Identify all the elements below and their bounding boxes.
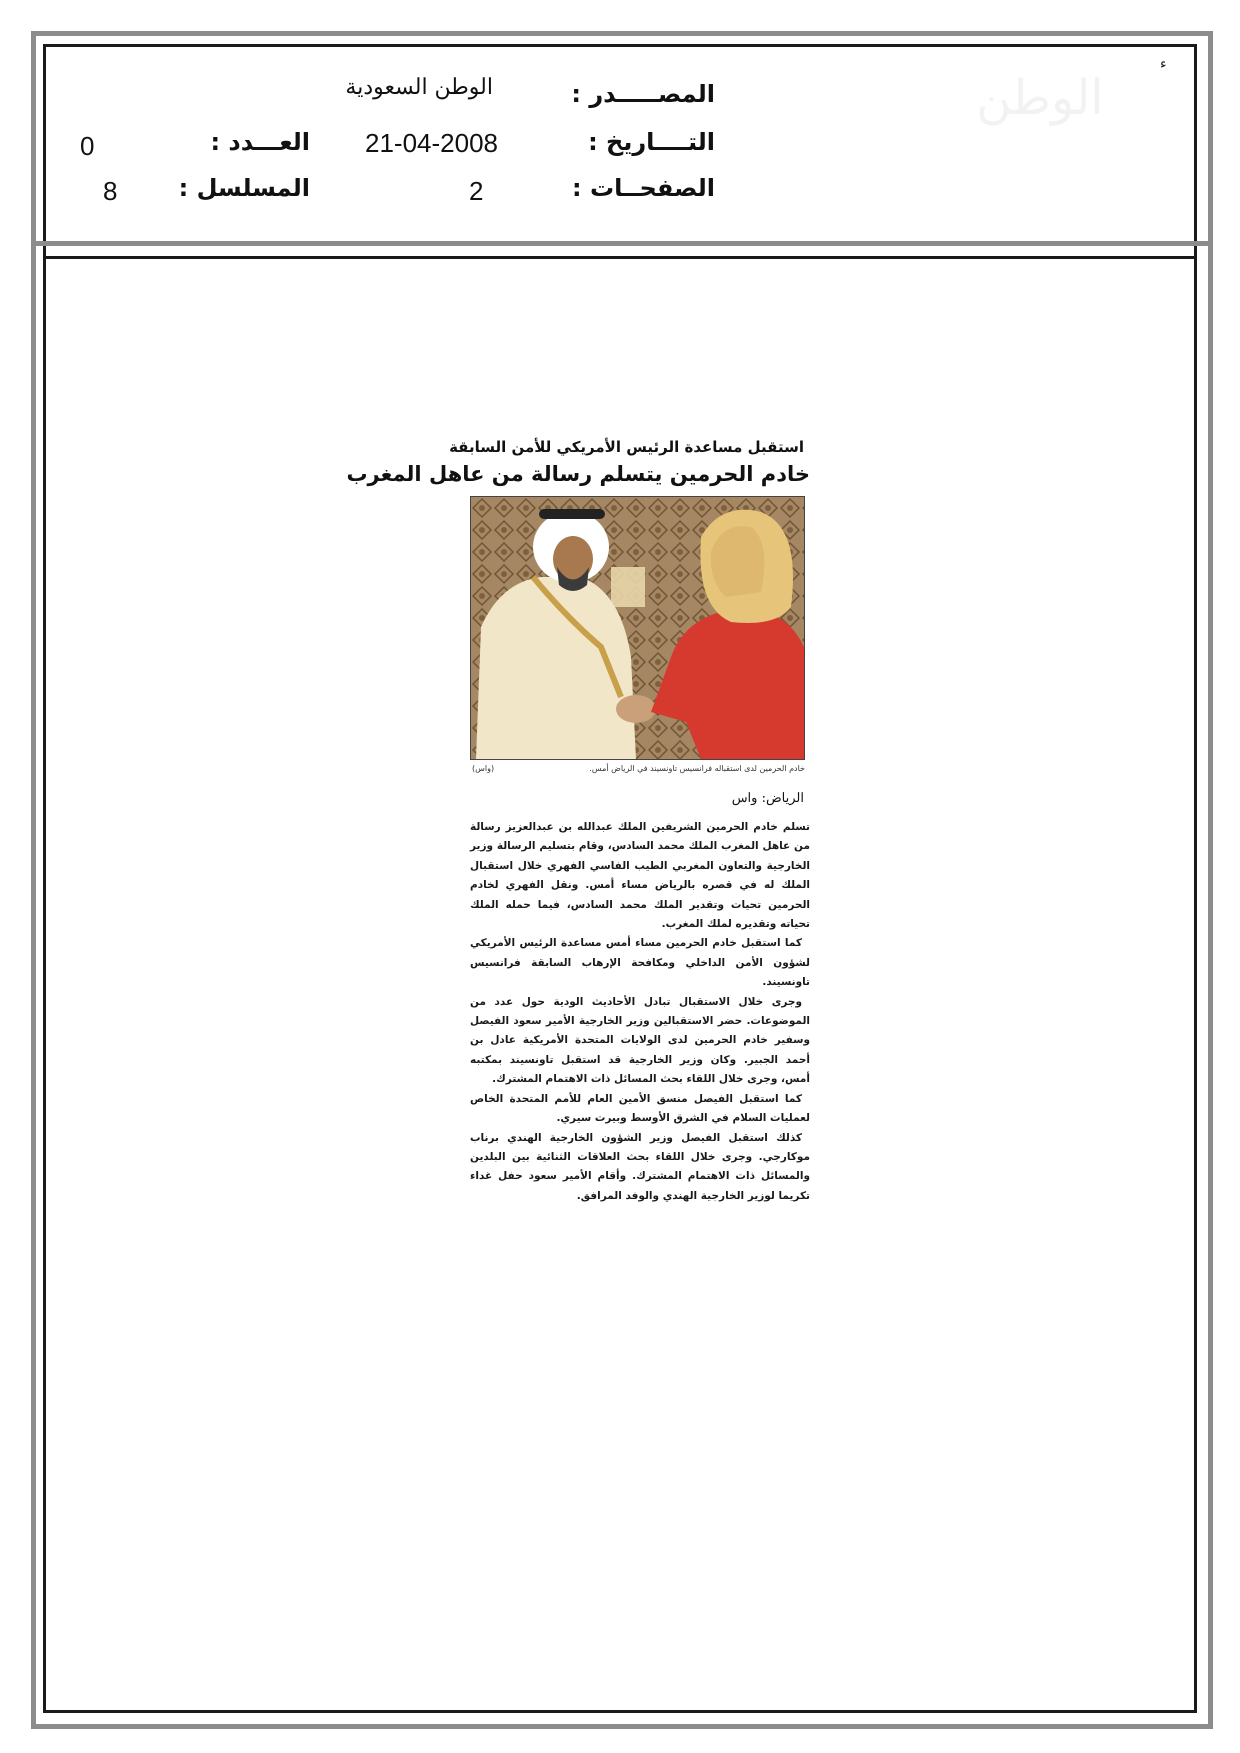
caption-credit: (واس) bbox=[472, 764, 495, 773]
serial-value: 8 bbox=[103, 176, 118, 206]
header-divider-inner bbox=[43, 256, 1197, 259]
article-dateline: الرياض: واس bbox=[731, 791, 804, 806]
article-kicker: استقبل مساعدة الرئيس الأمريكي للأمن السابقة bbox=[449, 438, 804, 456]
news-clipping bbox=[346, 438, 810, 1206]
photo-handshake-icon bbox=[471, 497, 804, 759]
pages-label: الصفحــات : bbox=[572, 174, 715, 202]
article-photo bbox=[470, 496, 805, 760]
article-paragraph: وجرى خلال الاستقبال تبادل الأحاديث الودية حول عدد من الموضوعات. حضر الاستقبالين وزير الخارجية الأمير سعود الفيصل وسفير خادم الحرمين لدى الولايات المتحدة الأمريكية عادل بن أحمد الجبير. وكان وزير الخارجية قد استقبل تاونسيند بمكتبه أمس، وجرى خلال اللقاء بحث المسائل ذات الاهتمام المشترك. bbox=[470, 995, 810, 1086]
issue-value: 0 bbox=[80, 131, 95, 161]
caption-text: خادم الحرمين لدى استقباله فرانسيس تاونسيند في الرياض أمس. bbox=[589, 764, 805, 773]
faint-logo-watermark: الوطن bbox=[976, 70, 1104, 126]
issue-label: العـــدد : bbox=[210, 128, 310, 156]
article-paragraph: كما استقبل الفيصل منسق الأمين العام للأمم المتحدة الخاص لعمليات السلام في الشرق الأوسط وبيرت سيري. bbox=[470, 1092, 810, 1125]
pages-value: 2 bbox=[469, 176, 484, 206]
date-label: التــــاريخ : bbox=[588, 128, 715, 156]
source-label: المصـــــدر : bbox=[571, 80, 715, 108]
article-paragraph: كذلك استقبل الفيصل وزير الشؤون الخارجية الهندي برناب موكارجي. وجرى خلال اللقاء بحث العلاقات الثنائية بين البلدين والمسائل ذات الاهتمام المشترك. وأقام الأمير سعود حفل غداء تكريما لوزير الخارجية الهندي والوفد المرافق. bbox=[470, 1131, 810, 1202]
article-paragraph: تسلم خادم الحرمين الشريفين الملك عبدالله بن عبدالعزيز رسالة من عاهل المغرب الملك محمد السادس، وقام بتسليم الرسالة وزير الخارجية والتعاون المغربي الطيب الفاسي الفهري خلال استقبال الملك له في قصره بالرياض مساء أمس. ونقل الفهري لخادم الحرمين تحيات وتقدير الملك محمد السادس، فيما حمله الملك تحياته وتقديره لملك المغرب. bbox=[470, 821, 810, 931]
header-divider-outer bbox=[31, 241, 1213, 246]
source-value: الوطن السعودية bbox=[345, 75, 493, 100]
article-headline: خادم الحرمين يتسلم رسالة من عاهل المغرب bbox=[346, 462, 810, 486]
article-body bbox=[470, 818, 810, 1206]
date-value: 21-04-2008 bbox=[365, 128, 498, 158]
corner-mark: ء bbox=[1160, 56, 1167, 72]
serial-label: المسلسل : bbox=[178, 174, 310, 202]
photo-caption bbox=[472, 764, 805, 773]
article-paragraph: كما استقبل خادم الحرمين مساء أمس مساعدة الرئيس الأمريكي لشؤون الأمن الداخلي ومكافحة الإرهاب السابقة فرانسيس تاونسيند. bbox=[470, 937, 810, 989]
